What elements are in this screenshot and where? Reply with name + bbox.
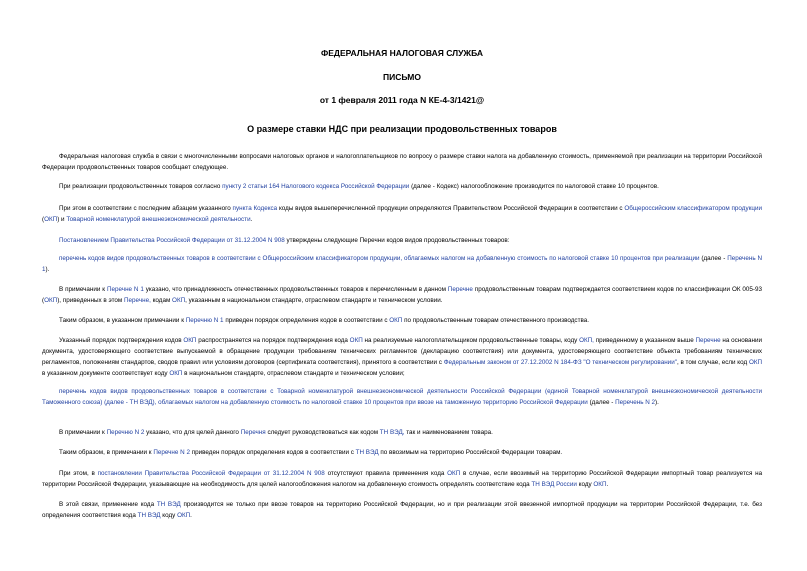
document-type: ПИСЬМО xyxy=(383,72,421,82)
document-date-number: от 1 февраля 2011 года N КЕ-4-3/1421@ xyxy=(319,95,485,105)
link-list-2[interactable]: Перечне N 2 xyxy=(153,449,190,456)
paragraph-5: перечень кодов видов продовольственных товаров в соответствии с Общероссийским классификатором продукции, облагаемых налогом на добавленную стоимость по налоговой ставке 10 процентов при реализации (далее - Перечень N 1). xyxy=(42,255,763,273)
link-tn-ved-russia[interactable]: ТН ВЭД России xyxy=(531,481,577,488)
link-okp[interactable]: ОКП xyxy=(748,359,763,366)
paragraph-6: В примечании к Перечне N 1 указано, что принадлежность отечественных продовольственных товаров к перечисленным в данном Перечне продовольственным товарам подтверждается соответствием кодов по классификации ОК 005-93 (ОКП), приведенных в этом Перечне, кодам ОКП, указанным в национальном стандарте, отраслевом стандарте и техническом условии. xyxy=(42,286,763,304)
paragraph-11: Таким образом, в примечании к Перечне N 2 приведен порядок определения кодов в соответствии с ТН ВЭД по ввозимым на территорию Российской Федерации товарам. xyxy=(59,449,563,456)
paragraph-3: При этом в соответствии с последним абзацем указанного пункта Кодекса коды видов вышеперечисленной продукции определяются Правительством Российской Федерации в соответствии с Общероссийским классификатором продукции (ОКП) и Товарной номенклатурой внешнеэкономической деятельности. xyxy=(42,205,762,223)
link-okp-classifier[interactable]: Общероссийским классификатором продукции xyxy=(624,205,762,212)
link-tn-ved[interactable]: ТН ВЭД, xyxy=(379,429,405,436)
paragraph-2: При реализации продовольственных товаров согласно пункту 2 статьи 164 Налогового кодекса Российской Федерации (далее - Кодекс) налогообложение производится по налоговой ставке 10 процентов. xyxy=(59,183,659,190)
link-okp[interactable]: ОКП xyxy=(183,337,197,344)
link-list-okp[interactable]: перечень кодов видов продовольственных товаров в соответствии с Общероссийским классификатором продукции, облагаемых налогом на добавленную стоимость по налоговой ставке 10 процентов при реализации xyxy=(59,255,700,262)
link-government-resolution[interactable]: постановлении Правительства Российской Федерации от 31.12.2004 N 908 xyxy=(97,470,325,477)
document-subject: О размере ставки НДС при реализации продовольственных товаров xyxy=(247,124,557,134)
paragraph-1: Федеральная налоговая служба в связи с многочисленными вопросами налоговых органов и налогоплательщиков по вопросу о размере ставки налога на добавленную стоимость, применяемой при реализации на территории Российской Федерации продовольственных товаров сообщает следующее. xyxy=(42,153,762,171)
link-list[interactable]: Перечне xyxy=(695,337,721,344)
link-list-1[interactable]: Перечень N 1 xyxy=(42,255,763,273)
link-okp[interactable]: ОКП xyxy=(447,470,461,477)
link-okp[interactable]: ОКП xyxy=(389,317,403,324)
link-list[interactable]: Перечне xyxy=(447,286,473,293)
link-okp[interactable]: ОКП xyxy=(169,370,183,377)
link-okp[interactable]: ОКП xyxy=(44,216,58,223)
link-tn-ved[interactable]: ТН ВЭД xyxy=(156,501,181,508)
link-okp[interactable]: ОКП xyxy=(593,481,607,488)
link-list-1[interactable]: Перечню N 1 xyxy=(185,317,224,324)
link-tn-ved[interactable]: ТН ВЭД xyxy=(355,449,379,456)
link-okp[interactable]: ОКП, xyxy=(579,337,594,344)
paragraph-4: Постановлением Правительства Российской Федерации от 31.12.2004 N 908 утверждены следующие Перечни кодов видов продовольственных товаров: xyxy=(59,237,510,244)
organization-title: ФЕДЕРАЛЬНАЯ НАЛОГОВАЯ СЛУЖБА xyxy=(320,48,484,58)
link-code-item[interactable]: пункта Кодекса xyxy=(232,205,278,212)
paragraph-7: Таким образом, в указанном примечании к Перечню N 1 приведен порядок определения кодов в соответствии с ОКП по продовольственным товарам отечественного производства. xyxy=(59,317,589,324)
link-okp[interactable]: ОКП xyxy=(44,297,58,304)
link-list[interactable]: Перечне, xyxy=(124,297,151,304)
paragraph-10: В примечании к Перечню N 2 указано, что для целей данного Перечня следует руководствоваться как кодом ТН ВЭД, так и наименованием товара. xyxy=(59,429,493,436)
paragraph-8: Указанный порядок подтверждения кодов ОКП распространяется на порядок подтверждения кода ОКП на реализуемые налогоплательщиком продовольственные товары, коду ОКП, приведенному в указанном выше Перечне на основании документа, удостоверяющего соответствие выпускаемой в обращение продукции требованиям технических регламентов (декларацию соответствия) или документа, удостоверяющего соответствие объекта требованиям технических регламентов, положениям стандартов, сводов правил или условиям договоров (сертификата соответствия), принятого в соответствии с Федеральным законом от 27.12.2002 N 184-ФЗ "О техническом регулировании", в том случае, если код ОКП в указанном документе соответствует коду ОКП в национальном стандарте, отраслевом стандарте и техническом условии; xyxy=(42,337,763,377)
link-tax-code-article[interactable]: пункту 2 статьи 164 Налогового кодекса Российской Федерации xyxy=(222,183,410,190)
link-tn-ved[interactable]: ТН ВЭД xyxy=(137,512,161,519)
link-list-1[interactable]: Перечне N 1 xyxy=(106,286,144,293)
link-federal-law[interactable]: Федеральным законом от 27.12.2002 N 184-ФЗ "О техническом регулировании" xyxy=(443,359,677,366)
link-list-2[interactable]: Перечню N 2 xyxy=(106,429,145,436)
paragraph-12: При этом, в постановлении Правительства Российской Федерации от 31.12.2004 N 908 отсутствуют правила применения кода ОКП в случае, если ввозимый на территорию Российской Федерации импортный товар реализуется на территории Российской Федерации, указывающие на необходимость для целей налогообложения налогом на добавленную стоимость определять соответствие кода ТН ВЭД России коду ОКП. xyxy=(42,470,763,488)
link-tn-ved-nomenclature[interactable]: Товарной номенклатурой внешнеэкономической деятельности xyxy=(66,216,251,223)
link-government-resolution[interactable]: Постановлением Правительства Российской Федерации от 31.12.2004 N 908 xyxy=(59,237,285,244)
link-okp[interactable]: ОКП xyxy=(177,512,191,519)
link-okp[interactable]: ОКП xyxy=(172,297,186,304)
link-list-tn-ved[interactable]: перечень кодов видов продовольственных товаров в соответствии с Товарной номенклатурой внешнеэкономической деятельности Российской Федерации (единой Товарной номенклатурой внешнеэкономической деятельности Таможенного союза) (далее - ТН ВЭД), облагаемых налогом на добавленную стоимость по налоговой ставке 10 процентов при ввозе на таможенную территорию Российской Федерации xyxy=(42,388,762,406)
paragraph-9: перечень кодов видов продовольственных товаров в соответствии с Товарной номенклатурой внешнеэкономической деятельности Российской Федерации (единой Товарной номенклатурой внешнеэкономической деятельности Таможенного союза) (далее - ТН ВЭД), облагаемых налогом на добавленную стоимость по налоговой ставке 10 процентов при ввозе на таможенную территорию Российской Федерации (далее - Перечень N 2). xyxy=(42,388,762,406)
link-okp[interactable]: ОКП xyxy=(349,337,363,344)
link-list-2[interactable]: Перечень N 2 xyxy=(615,399,656,406)
link-list[interactable]: Перечня xyxy=(240,429,266,436)
paragraph-13: В этой связи, применение кода ТН ВЭД производится не только при ввозе товаров на территорию Российской Федерации, но и при реализации этой ввезенной импортной продукции на территории Российской Федерации, т.е. без определения соответствия кода ТН ВЭД коду ОКП. xyxy=(42,501,763,519)
